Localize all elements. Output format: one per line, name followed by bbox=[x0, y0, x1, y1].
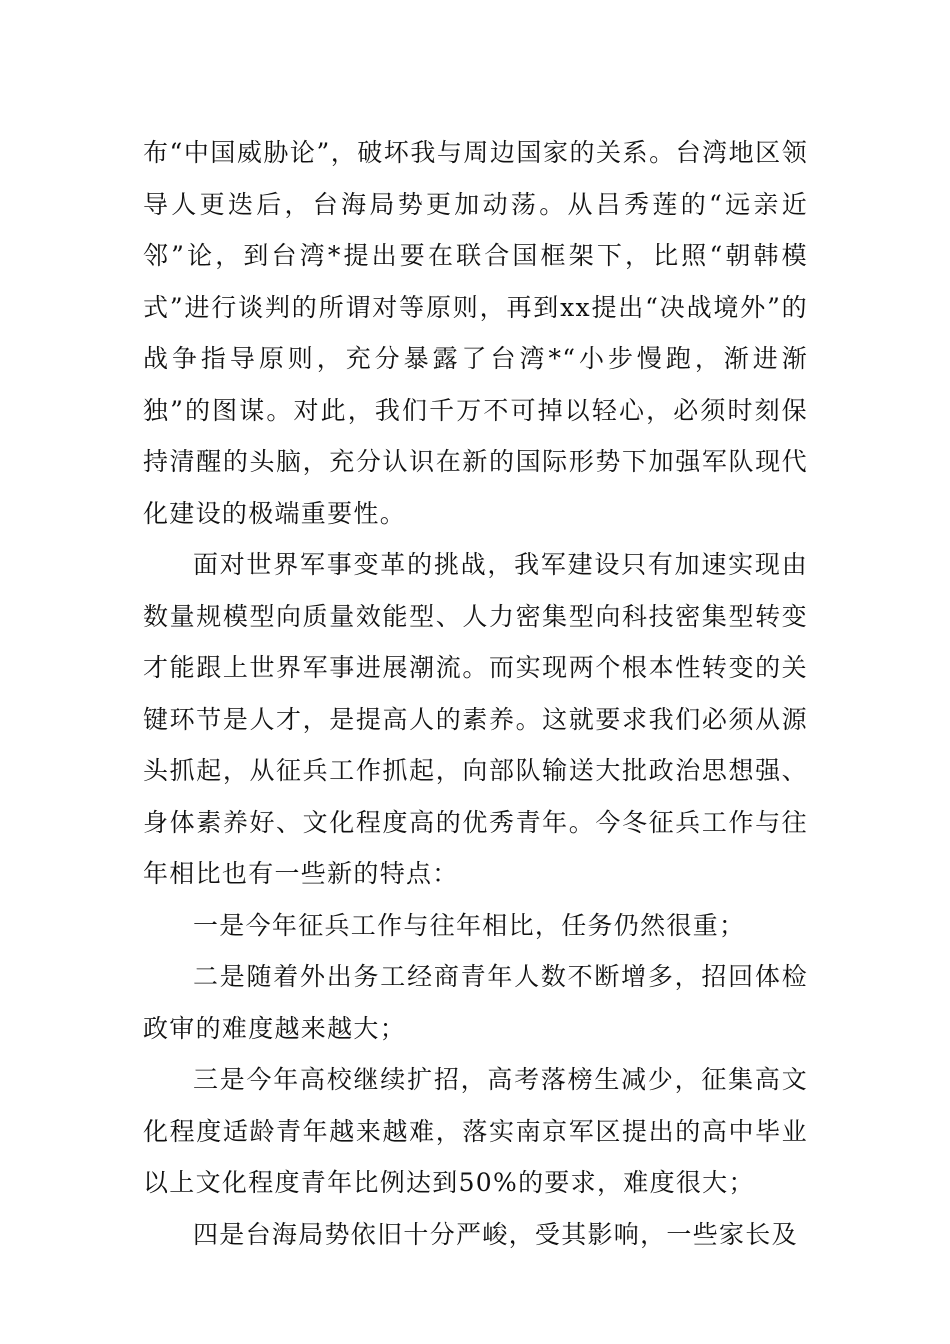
paragraph-6: 四是台海局势依旧十分严峻，受其影响，一些家长及 bbox=[193, 1219, 798, 1249]
paragraph-5: 三是今年高校继续扩招，高考落榜生减少，征集高文化程度适龄青年越来越难，落实南京军区提出的高中毕业以上文化程度青年比例达到50%的要求，难度很大； bbox=[143, 1065, 808, 1197]
paragraph-3: 一是今年征兵工作与往年相比，任务仍然很重； bbox=[193, 910, 746, 940]
paragraph-2: 面对世界军事变革的挑战，我军建设只有加速实现由数量规模型向质量效能型、人力密集型向科技密集型转变才能跟上世界军事进展潮流。而实现两个根本性转变的关键环节是人才，是提高人的素养。这就要求我们必须从源头抓起，从征兵工作抓起，向部队输送大批政治思想强、身体素养好、文化程度高的优秀青年。今冬征兵工作与往年相比也有一些新的特点： bbox=[143, 550, 808, 888]
paragraph-4: 二是随着外出务工经商青年人数不断增多，招回体检政审的难度越来越大； bbox=[143, 962, 808, 1043]
paragraph-1: 布“中国威胁论”，破坏我与周边国家的关系。台湾地区领导人更迭后，台海局势更加动荡。从吕秀莲的“远亲近邻”论，到台湾*提出要在联合国框架下，比照“朝韩模式”进行谈判的所谓对等原则，再到xx提出“决战境外”的战争指导原则，充分暴露了台湾*“小步慢跑，渐进渐独”的图谋。对此，我们千万不可掉以轻心，必须时刻保持清醒的头脑，充分认识在新的国际形势下加强军队现代化建设的极端重要性。 bbox=[143, 138, 808, 528]
document-body bbox=[143, 127, 808, 1260]
